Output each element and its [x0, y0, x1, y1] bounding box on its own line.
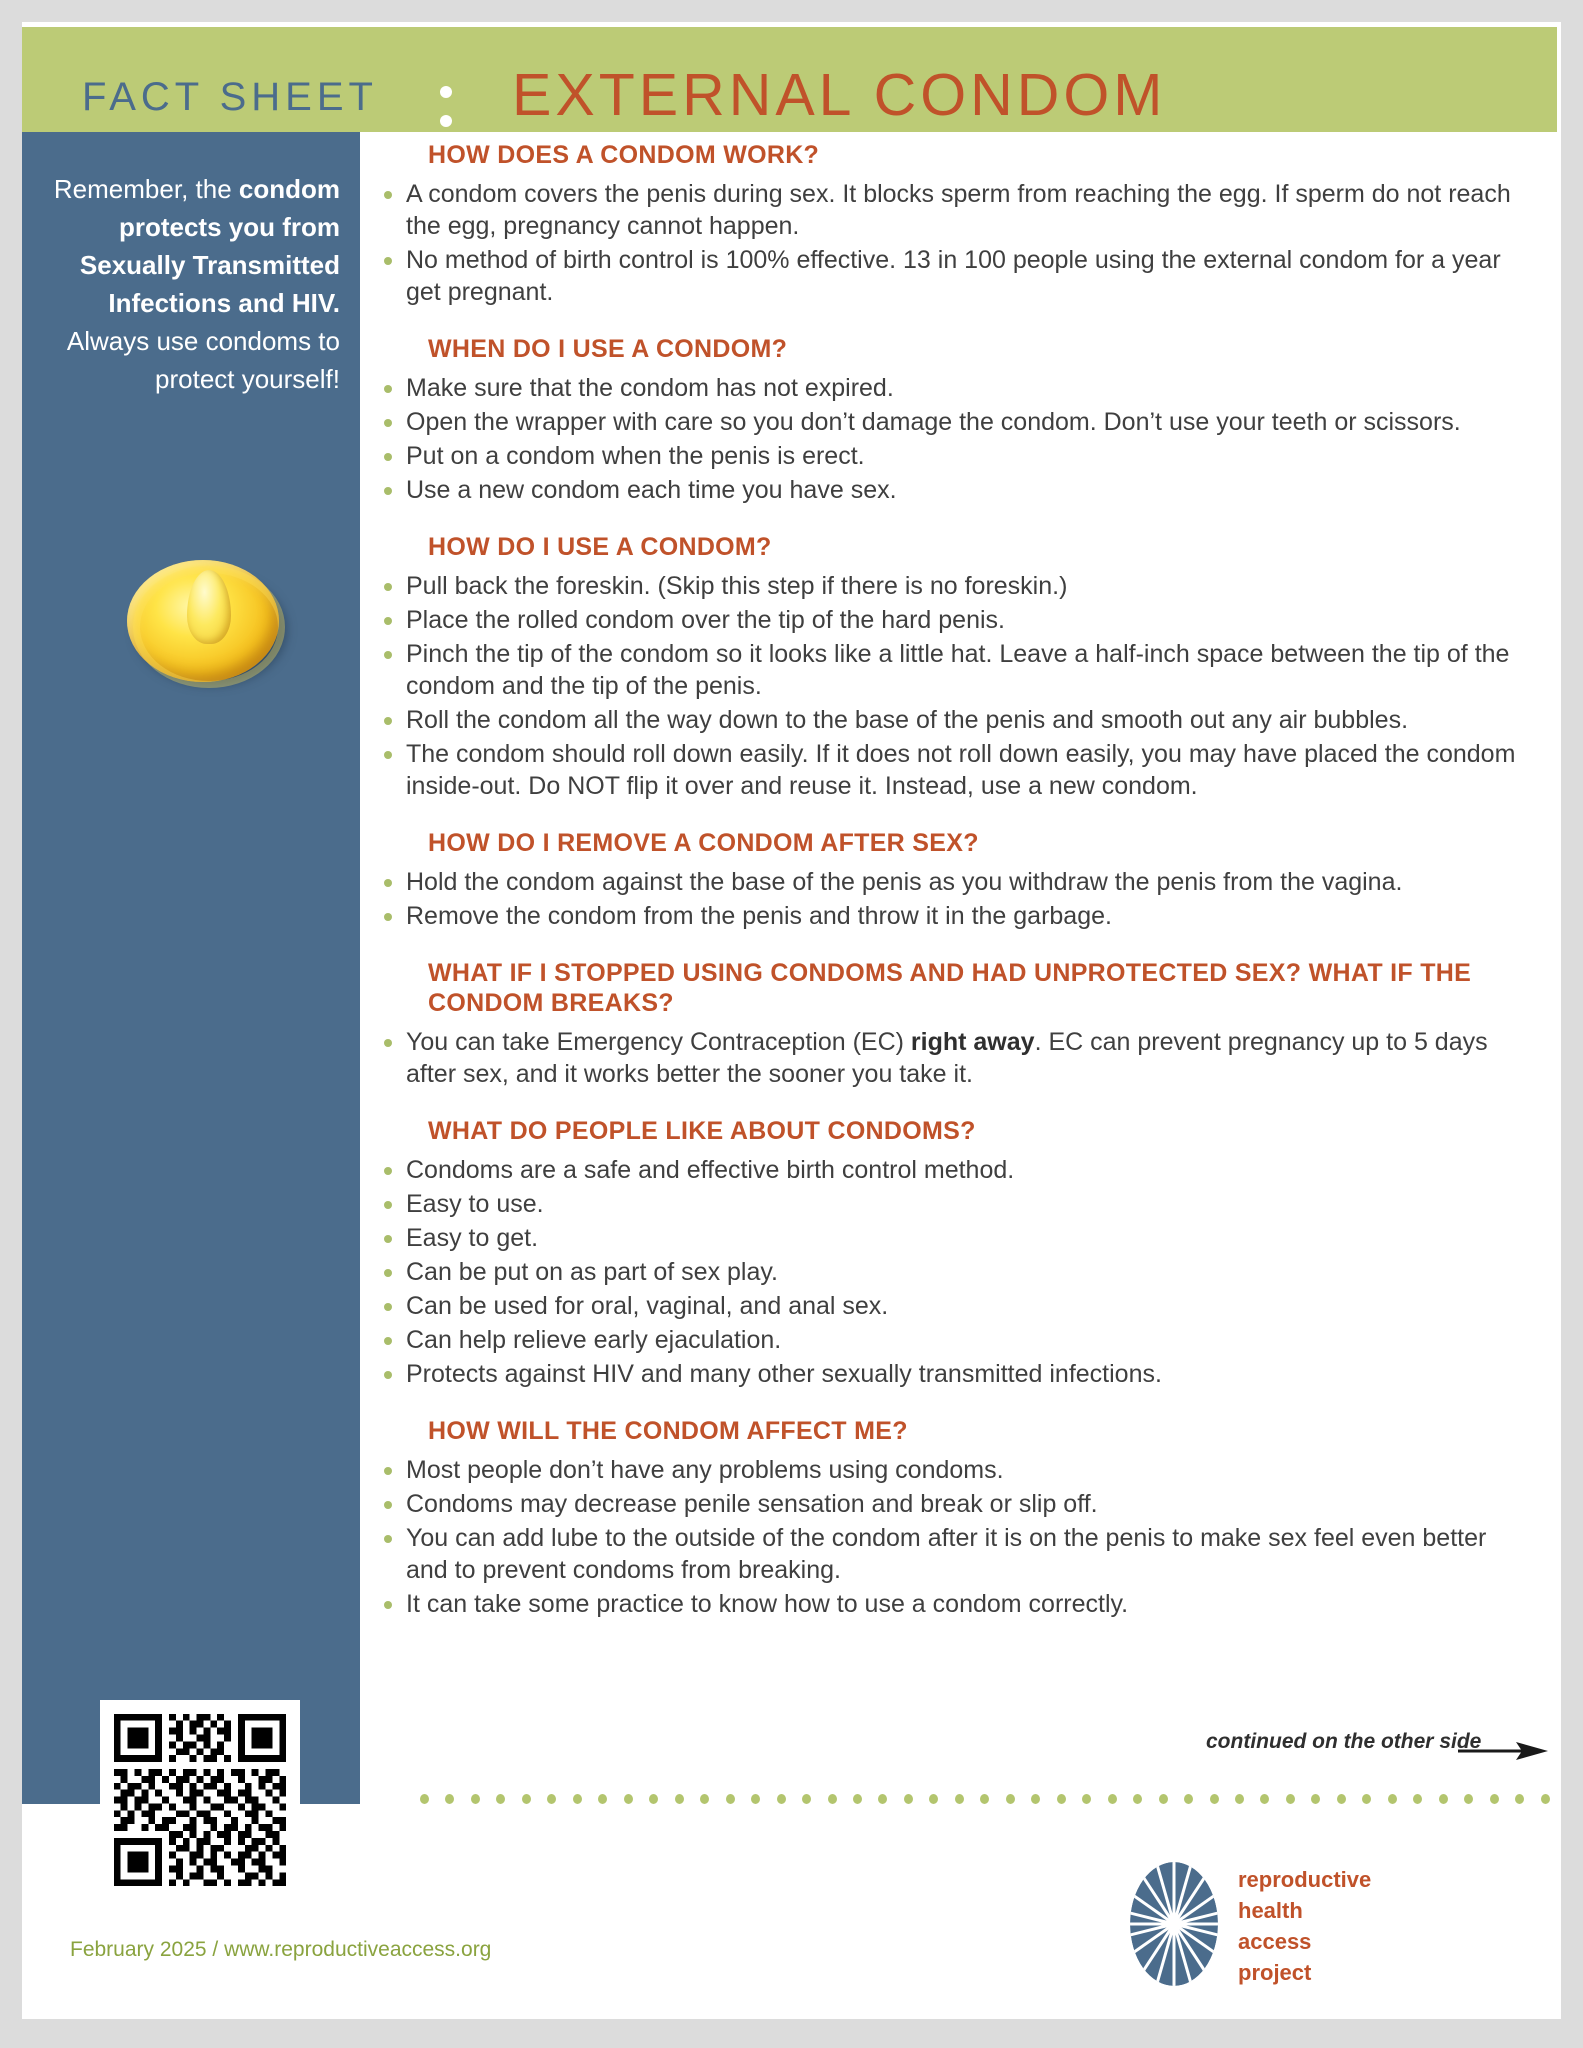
divider-dot: [496, 1794, 505, 1804]
divider-dot: [1006, 1794, 1015, 1804]
content-section: [380, 1416, 1520, 1620]
bullet-item: Easy to use.: [380, 1188, 1520, 1220]
content-section: [380, 828, 1520, 932]
section-heading: HOW DO I USE A CONDOM?: [428, 533, 772, 561]
divider-dot: [1133, 1794, 1142, 1804]
divider-dot: [1490, 1794, 1499, 1804]
divider-dot: [1235, 1794, 1244, 1804]
divider-dot: [1515, 1794, 1524, 1804]
divider-dot: [1031, 1794, 1040, 1804]
divider-dot: [929, 1794, 938, 1804]
bullet-list: [380, 372, 1520, 506]
divider-dot: [1541, 1794, 1550, 1804]
logo-wordmark: [1238, 1864, 1371, 1988]
content-section: [380, 1116, 1520, 1390]
divider-dot: [751, 1794, 760, 1804]
bullet-text-emphasis: right away: [910, 1028, 1035, 1056]
divider-dot: [573, 1794, 582, 1804]
bullet-item: No method of birth control is 100% effective. 13 in 100 people using the external condom for a year get pregnant.: [380, 244, 1520, 308]
bullet-item: Hold the condom against the base of the penis as you withdraw the penis from the vagina.: [380, 866, 1520, 898]
content-section: [380, 334, 1520, 506]
divider-dot: [420, 1794, 429, 1804]
divider-dot: [445, 1794, 454, 1804]
qr-code[interactable]: [100, 1700, 300, 1900]
divider-dot: [649, 1794, 658, 1804]
bullet-item: Protects against HIV and many other sexually transmitted infections.: [380, 1358, 1520, 1390]
callout-bold: condom protects you from Sexually Transmitted Infections and HIV.: [79, 174, 340, 318]
continued-note: continued on the other side: [1206, 1730, 1482, 1753]
bullet-item: You can add lube to the outside of the condom after it is on the penis to make sex feel even better and to prevent condoms from breaking.: [380, 1522, 1520, 1586]
divider-dot: [700, 1794, 709, 1804]
divider-dot: [1286, 1794, 1295, 1804]
divider-dot: [853, 1794, 862, 1804]
divider-dot: [802, 1794, 811, 1804]
bullet-list: [380, 1154, 1520, 1390]
bullet-item: Can help relieve early ejaculation.: [380, 1324, 1520, 1356]
divider-dot: [598, 1794, 607, 1804]
organization-logo: [1128, 1860, 1438, 1990]
bullet-text-post: . EC can prevent pregnancy up to 5 days after sex, and it works better the sooner you take it.: [406, 1028, 1488, 1088]
bullet-item: Condoms are a safe and effective birth control method.: [380, 1154, 1520, 1186]
section-heading: HOW WILL THE CONDOM AFFECT ME?: [428, 1417, 908, 1445]
section-heading: HOW DOES A CONDOM WORK?: [428, 141, 820, 169]
divider-dot: [1057, 1794, 1066, 1804]
arrow-right-icon: [1458, 1740, 1548, 1762]
logo-line-3: access: [1238, 1929, 1312, 1954]
divider-dot: [1464, 1794, 1473, 1804]
dotted-divider: [420, 1793, 1550, 1805]
colon-dot-bottom: [440, 115, 452, 127]
bullet-list: [380, 570, 1520, 802]
divider-dot: [1311, 1794, 1320, 1804]
callout-tail: Always use condoms to protect yourself!: [66, 326, 340, 394]
bullet-text-pre: You can take Emergency Contraception (EC): [406, 1028, 911, 1056]
section-heading: HOW DO I REMOVE A CONDOM AFTER SEX?: [428, 829, 979, 857]
bullet-item: Roll the condom all the way down to the base of the penis and smooth out any air bubbles.: [380, 704, 1520, 736]
divider-dot: [878, 1794, 887, 1804]
section-heading: WHAT DO PEOPLE LIKE ABOUT CONDOMS?: [428, 1117, 976, 1145]
bullet-item: Can be put on as part of sex play.: [380, 1256, 1520, 1288]
divider-dot: [471, 1794, 480, 1804]
content-section: [380, 958, 1520, 1090]
colon-dot-top: [440, 86, 452, 98]
bullet-list: [380, 1026, 1520, 1090]
divider-dot: [777, 1794, 786, 1804]
bullet-item: Easy to get.: [380, 1222, 1520, 1254]
content-section: [380, 140, 1520, 308]
bullet-item: Most people don’t have any problems using condoms.: [380, 1454, 1520, 1486]
divider-dot: [904, 1794, 913, 1804]
header-band: [22, 27, 1557, 132]
bullet-item: Place the rolled condom over the tip of the hard penis.: [380, 604, 1520, 636]
divider-dot: [1413, 1794, 1422, 1804]
colon-separator-icon: [440, 86, 454, 128]
bullet-item: Can be used for oral, vaginal, and anal sex.: [380, 1290, 1520, 1322]
bullet-item: Put on a condom when the penis is erect.: [380, 440, 1520, 472]
bullet-item: A condom covers the penis during sex. It blocks sperm from reaching the egg. If sperm do not reach the egg, pregnancy cannot happen.: [380, 178, 1520, 242]
callout-lead: Remember, the: [53, 174, 239, 204]
divider-dot: [828, 1794, 837, 1804]
bullet-item: Condoms may decrease penile sensation and break or slip off.: [380, 1488, 1520, 1520]
divider-dot: [1210, 1794, 1219, 1804]
bullet-list: [380, 866, 1520, 932]
divider-dot: [1439, 1794, 1448, 1804]
fact-sheet-label: FACT SHEET: [82, 75, 378, 119]
bullet-list: [380, 1454, 1520, 1620]
logo-line-1: reproductive: [1238, 1867, 1372, 1892]
divider-dot: [726, 1794, 735, 1804]
bullet-item: It can take some practice to know how to use a condom correctly.: [380, 1588, 1520, 1620]
divider-dot: [522, 1794, 531, 1804]
qr-code-image: [100, 1700, 300, 1900]
logo-line-2: health: [1238, 1898, 1303, 1923]
divider-dot: [1337, 1794, 1346, 1804]
divider-dot: [624, 1794, 633, 1804]
section-heading: WHAT IF I STOPPED USING CONDOMS AND HAD UNPROTECTED SEX? WHAT IF THE CONDOM BREAKS?: [428, 959, 1472, 1017]
divider-dot: [1388, 1794, 1397, 1804]
divider-dot: [1260, 1794, 1269, 1804]
bullet-item: Open the wrapper with care so you don’t damage the condom. Don’t use your teeth or scissors.: [380, 406, 1520, 438]
divider-dot: [1082, 1794, 1091, 1804]
bullet-item: The condom should roll down easily. If it does not roll down easily, you may have placed the condom inside-out. Do NOT flip it over and reuse it. Instead, use a new condom.: [380, 738, 1520, 802]
bullet-item: Make sure that the condom has not expired.: [380, 372, 1520, 404]
sidebar: [22, 132, 360, 1804]
main-content: [380, 140, 1520, 1646]
divider-dot: [675, 1794, 684, 1804]
page-title: EXTERNAL CONDOM: [512, 62, 1167, 128]
divider-dot: [1108, 1794, 1117, 1804]
bullet-item: Pull back the foreskin. (Skip this step if there is no foreskin.): [380, 570, 1520, 602]
sidebar-callout: [42, 170, 340, 398]
footer-date-url: February 2025 / www.reproductiveaccess.org: [70, 1938, 492, 1961]
logo-line-4: project: [1238, 1960, 1312, 1985]
divider-dot: [547, 1794, 556, 1804]
bullet-item: [380, 1026, 1520, 1090]
bullet-list: [380, 178, 1520, 308]
sunburst-logo-icon: [1128, 1860, 1220, 1988]
content-section: [380, 532, 1520, 802]
bullet-item: Remove the condom from the penis and throw it in the garbage.: [380, 900, 1520, 932]
sections-container: [380, 140, 1520, 1620]
divider-dot: [980, 1794, 989, 1804]
divider-dot: [1159, 1794, 1168, 1804]
divider-dot: [1184, 1794, 1193, 1804]
divider-dot: [955, 1794, 964, 1804]
condom-photo: [127, 560, 287, 690]
bullet-item: Pinch the tip of the condom so it looks like a little hat. Leave a half-inch space between the tip of the condom and the tip of the penis.: [380, 638, 1520, 702]
divider-dot: [1362, 1794, 1371, 1804]
section-heading: WHEN DO I USE A CONDOM?: [428, 335, 788, 363]
bullet-item: Use a new condom each time you have sex.: [380, 474, 1520, 506]
